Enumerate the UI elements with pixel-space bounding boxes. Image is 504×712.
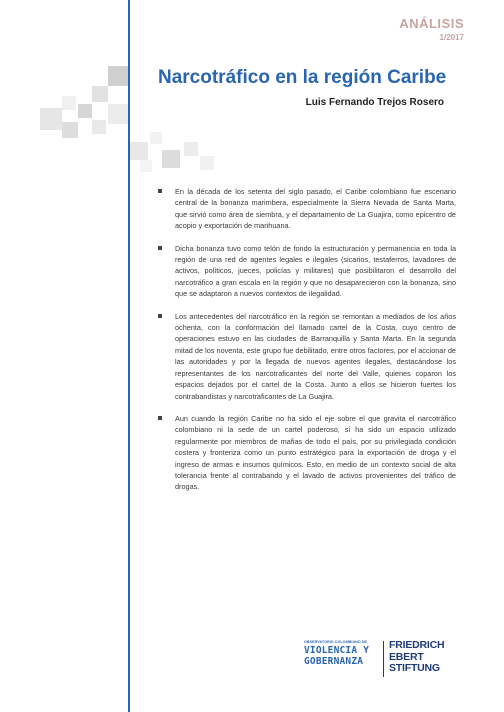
logo-separator: [383, 641, 384, 677]
series-number: 1/2017: [439, 33, 464, 42]
author-name: Luis Fernando Trejos Rosero: [305, 97, 444, 108]
bullet-icon: [158, 314, 162, 318]
observatorio-word-gobernanza: GOBERNANZA: [304, 656, 364, 667]
bullet-paragraph: [158, 311, 456, 402]
fes-line-3: STIFTUNG: [389, 662, 440, 674]
bullet-icon: [158, 246, 162, 250]
vertical-rule: [128, 0, 130, 712]
decorative-square: [78, 104, 92, 118]
body-content: [158, 186, 456, 504]
paragraph-text: Dicha bonanza tuvo como telón de fondo la estructuración y permanencia en toda la región de una red de agentes legales e ilegales (sicarios, testaferros, lavadores de activos, políticos, jueces, policías y militares) que posibilitaron el desarrollo del narcotráfico a gran escala en la región y que no desaparecieron con la bonanza, sino que se adaptaron a nuevos contextos de ilegalidad.: [175, 243, 456, 299]
decorative-square: [150, 132, 162, 144]
bullet-paragraph: [158, 413, 456, 493]
fes-logo: [389, 640, 449, 675]
document-title: Narcotráfico en la región Caribe: [158, 67, 447, 88]
decorative-square: [92, 86, 108, 102]
decorative-square: [108, 66, 128, 86]
fes-line-1: FRIEDRICH: [389, 639, 445, 651]
paragraph-text: Los antecedentes del narcotráfico en la región se remontan a mediados de los años ochenta, con la conformación del llamado cartel de la Costa, cuyo centro de operaciones estuvo en las ciudades de Barranquilla y Santa Marta. En la segunda mitad de los noventa, este grupo fue debilitado, entre otros factores, por el accionar de las autoridades y por la llegada de nuevos agentes ilegales, destacándose los representantes de los narcotraficantes del norte del Valle, quienes coparon los espacios dejados por el cartel de la Costa. Junto a ellos se hicieron fuertes los contrabandistas y narcotraficantes de La Guajira.: [175, 311, 456, 401]
decorative-square: [40, 108, 62, 130]
fes-line-2: EBERT: [389, 650, 424, 663]
decorative-square: [92, 120, 106, 134]
decorative-square: [130, 142, 148, 160]
decorative-square: [184, 142, 198, 156]
observatorio-line: OBSERVATORIO COLOMBIANO DE: [304, 640, 368, 644]
paragraph-text: En la década de los setenta del siglo pasado, el Caribe colombiano fue escenario central de la bonanza marimbera, especialmente la Sierra Nevada de Santa Marta, que sirvió como área de siembra, y el departamento de La Guajira, como epicentro de acopio y exportación de marihuana.: [175, 187, 456, 231]
decorative-square: [108, 104, 128, 124]
decorative-square: [200, 156, 214, 170]
bullet-icon: [158, 189, 162, 193]
decorative-square: [62, 122, 78, 138]
paragraph-text: Aun cuando la región Caribe no ha sido el eje sobre el que gravita el narcotráfico colombiano ni la sede de un cartel poderoso, sí ha sido un espacio utilizado regularmente por miembros de mafias de todo el país, por su privilegiada condición costera y fronteriza como un punto estratégico para la exportación de droga y el ingreso de armas e insumos químicos. Esto, en medio de un contexto social de alta tolerancia frente al contrabando y el lavado de activos provenientes del tráfico de drogas.: [175, 413, 456, 492]
bullet-icon: [158, 416, 162, 420]
bullet-paragraph: [158, 186, 456, 232]
decorative-square: [140, 160, 152, 172]
series-label: ANÁLISIS: [399, 16, 464, 31]
observatorio-word-violencia: VIOLENCIA Y: [304, 645, 370, 656]
decorative-square: [62, 96, 76, 110]
decorative-square: [162, 150, 180, 168]
observatorio-logo: [304, 640, 384, 680]
bullet-paragraph: [158, 243, 456, 300]
series-label-block: [399, 17, 464, 42]
